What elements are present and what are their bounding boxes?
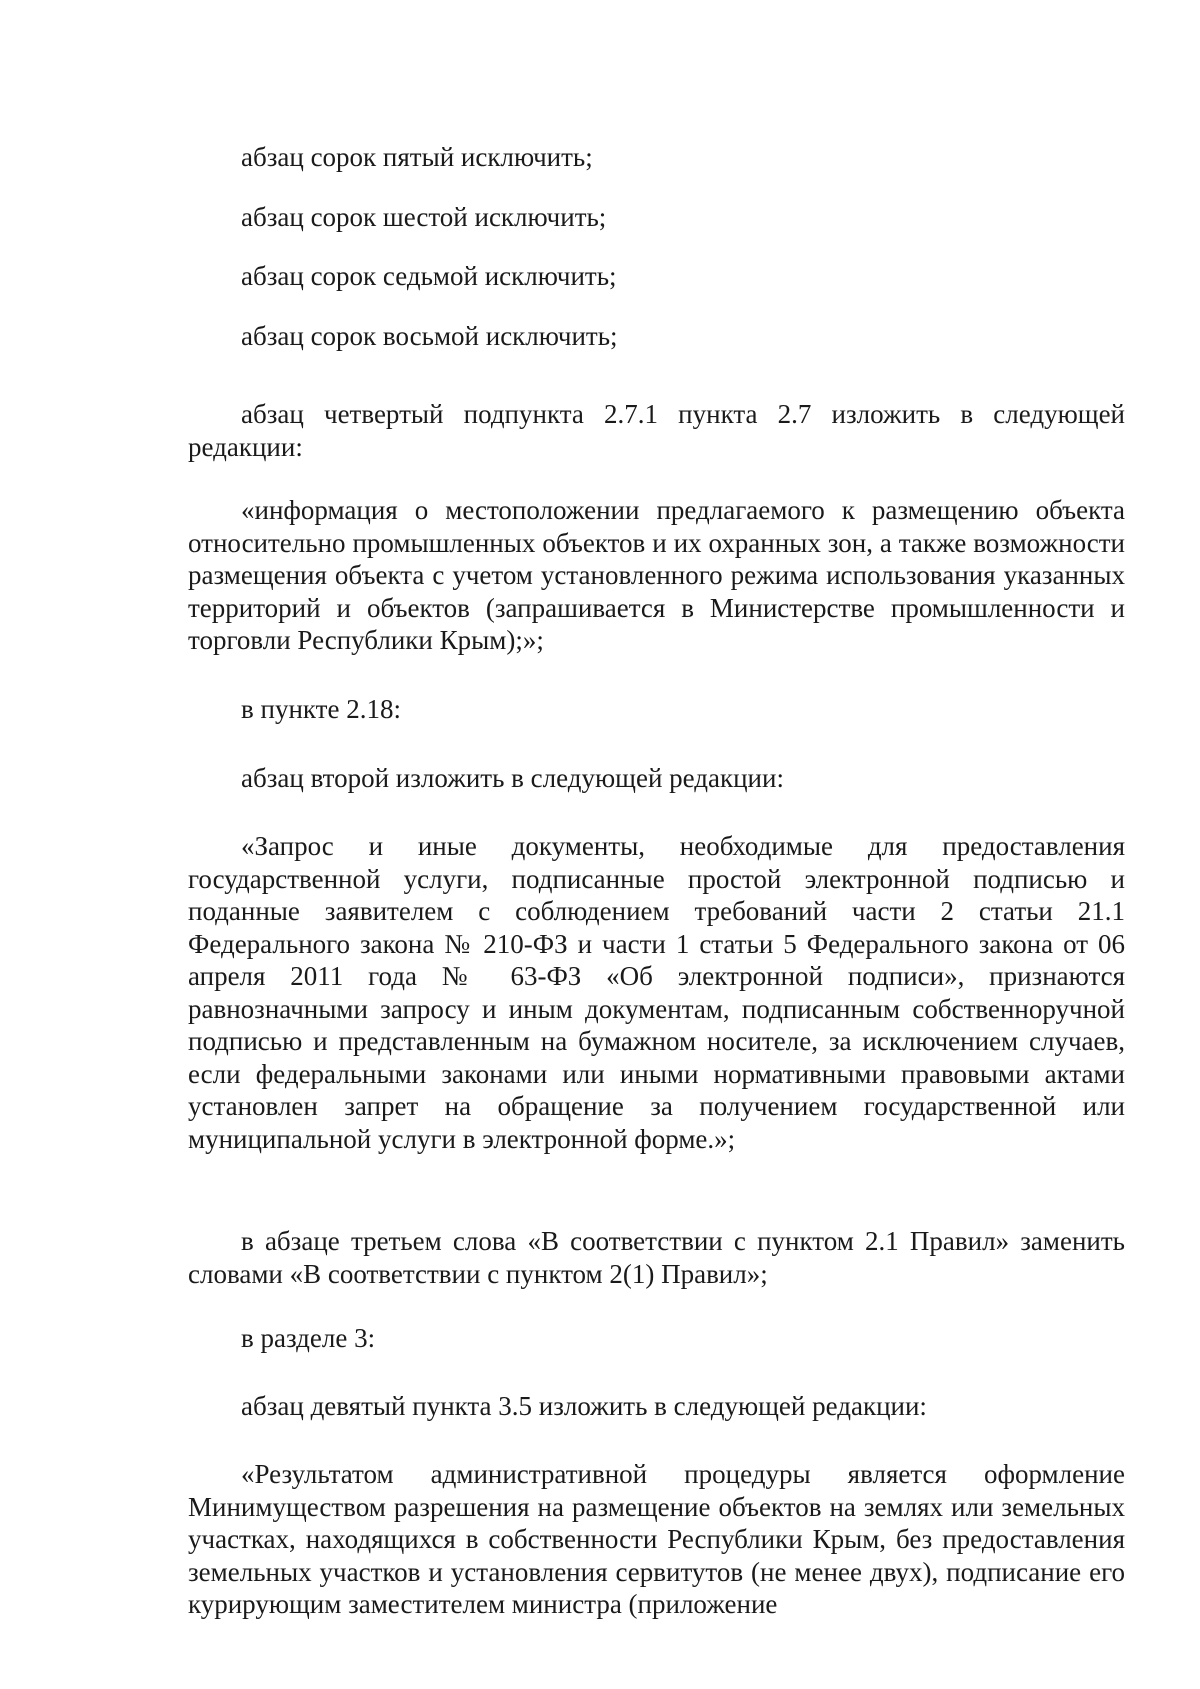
paragraph-8 <box>188 762 1125 795</box>
paragraph-text: абзац сорок пятый исключить; <box>241 142 593 172</box>
paragraph-7 <box>188 693 1125 726</box>
paragraph-text: «информация о местоположении предлагаемого к размещению объекта относительно промышленных объектов и их охранных зон, а также возможности размещения объекта с учетом установленного режима использования указанных территорий и объектов (запрашивается в Министерстве промышленности и торговли Республики Крым);»; <box>188 495 1125 655</box>
paragraph-10 <box>188 1225 1125 1290</box>
paragraph-text: «Запрос и иные документы, необходимые для предоставления государственной услуги, подписанные простой электронной подписью и поданные заявителем с соблюдением требований части 2 статьи 21.1 Федерального закона № 210-ФЗ и части 1 статьи 5 Федерального закона от 06 апреля 2011 года № 63-ФЗ «Об электронной подписи», признаются равнозначными запросу и иным документам, подписанным собственноручной подписью и представленным на бумажном носителе, за исключением случаев, если федеральными законами или иными нормативными правовыми актами установлен запрет на обращение за получением государственной или муниципальной услуги в электронной форме.»; <box>188 831 1125 1154</box>
paragraph-text: в пункте 2.18: <box>241 694 401 724</box>
paragraph-text: в разделе 3: <box>241 1323 376 1353</box>
paragraph-6 <box>188 494 1125 657</box>
paragraph-11 <box>188 1322 1125 1355</box>
paragraph-9 <box>188 830 1125 1155</box>
paragraph-text: абзац четвертый подпункта 2.7.1 пункта 2.7 изложить в следующей редакции: <box>188 399 1125 462</box>
paragraph-text: в абзаце третьем слова «В соответствии с пунктом 2.1 Правил» заменить словами «В соответствии с пунктом 2(1) Правил»; <box>188 1226 1125 1289</box>
paragraph-2 <box>188 201 1125 234</box>
paragraph-5 <box>188 398 1125 463</box>
paragraph-text: «Результатом административной процедуры является оформление Минимуществом разрешения на размещение объектов на землях или земельных участках, находящихся в собственности Республики Крым, без предоставления земельных участков и установления сервитутов (не менее двух), подписание его курирующим заместителем министра (приложение <box>188 1459 1125 1619</box>
paragraph-13 <box>188 1458 1125 1621</box>
paragraph-text: абзац сорок восьмой исключить; <box>241 321 618 351</box>
paragraph-4 <box>188 320 1125 353</box>
paragraph-3 <box>188 260 1125 293</box>
paragraph-12 <box>188 1390 1125 1423</box>
paragraph-text: абзац второй изложить в следующей редакции: <box>241 763 784 793</box>
paragraph-text: абзац девятый пункта 3.5 изложить в следующей редакции: <box>241 1391 927 1421</box>
paragraph-1 <box>188 141 1125 174</box>
paragraph-text: абзац сорок шестой исключить; <box>241 202 607 232</box>
paragraph-text: абзац сорок седьмой исключить; <box>241 261 617 291</box>
